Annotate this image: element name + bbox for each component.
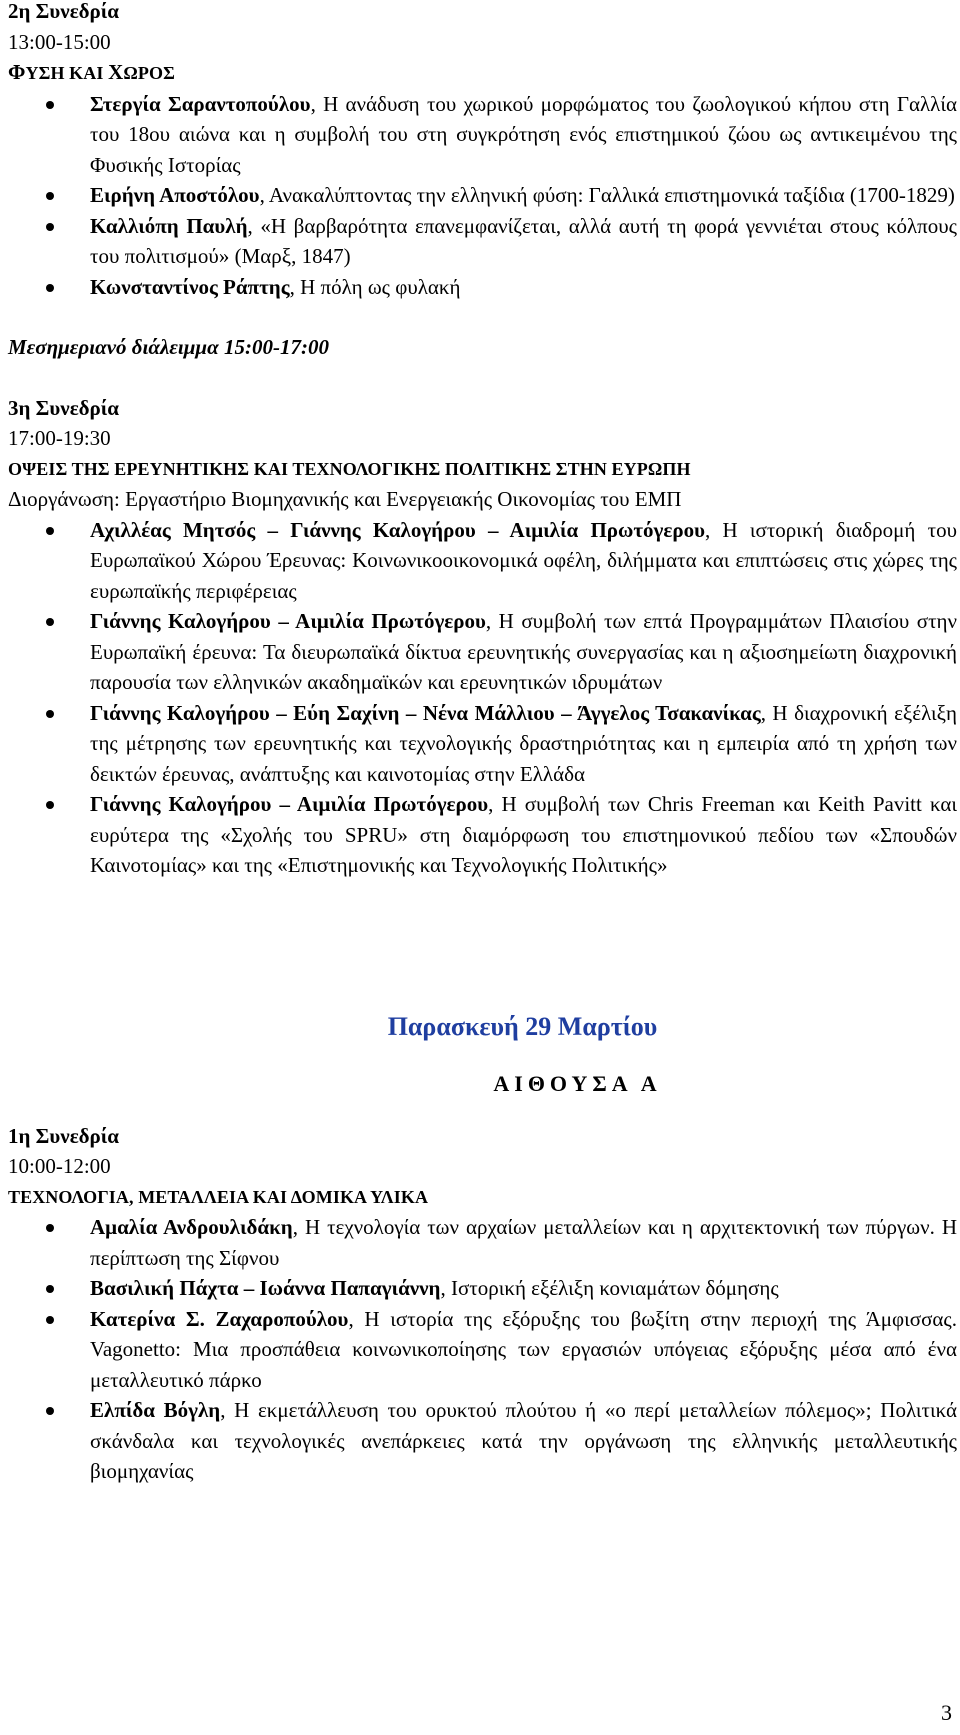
list-item: Κωνσταντίνος Ράπτης, Η πόλη ως φυλακή: [8, 272, 957, 303]
list-item: Κατερίνα Σ. Ζαχαροπούλου, Η ιστορία της εξόρυξης του βωξίτη στην περιοχή της Άμφισσας. Vagonetto: Μια προσπάθεια κοινωνικοποίησης των εργασιών υπόγειας εξόρυξης μέσα από ένα μεταλλευτικό πάρκο: [8, 1304, 957, 1396]
session-1-list: [8, 1212, 957, 1487]
session-3-theme: ΟΨΕΙΣ ΤΗΣ ΕΡΕΥΝΗΤΙΚΗΣ ΚΑΙ ΤΕΧΝΟΛΟΓΙΚΗΣ ΠΟΛΙΤΙΚΗΣ ΣΤΗΝ ΕΥΡΩΠΗ: [8, 458, 691, 479]
list-item: Ειρήνη Αποστόλου, Ανακαλύπτοντας την ελληνική φύση: Γαλλικά επιστημονικά ταξίδια (1700-1829): [8, 180, 957, 211]
session-2-title: 2η Συνεδρία: [8, 0, 120, 23]
lunch-break: Μεσημεριανό διάλειμμα 15:00-17:00: [8, 335, 329, 359]
page-number: 3: [941, 1700, 952, 1725]
session-2-list: [8, 89, 957, 303]
session-3-list: [8, 515, 957, 881]
document-page: [8, 0, 957, 1487]
session-3-organizer: Διοργάνωση: Εργαστήριο Βιομηχανικής και Ενεργειακής Οικονομίας του ΕΜΠ: [8, 487, 682, 511]
session-2-theme: ΦΥΣΗ ΚΑΙ ΧΩΡΟΣ: [8, 60, 175, 84]
session-2-time: 13:00-15:00: [8, 29, 111, 54]
list-item: Γιάννης Καλογήρου – Αιμιλία Πρωτόγερου, Η συμβολή των επτά Προγραμμάτων Πλαισίου στην Ευρωπαϊκή έρευνα: Τα διευρωπαϊκά δίκτυα ερευνητικής συνεργασίας και η αξιοσημείωτη διαχρονική παρουσία των ελληνικών ακαδημαϊκών και ερευνητικών ιδρυμάτων: [8, 606, 957, 698]
list-item: Βασιλική Πάχτα – Ιωάννα Παπαγιάννη, Ιστορική εξέλιξη κονιαμάτων δόμησης: [8, 1273, 957, 1304]
session-3-time: 17:00-19:30: [8, 426, 111, 450]
list-item: Στεργία Σαραντοπούλου, Η ανάδυση του χωρικού μορφώματος του ζωολογικού κήπου στη Γαλλία του 18ου αιώνα και η συμβολή του στη συγκρότηση ενός επιστημικού ζώου ως αντικειμένου της Φυσικής Ιστορίας: [8, 89, 957, 181]
list-item: Γιάννης Καλογήρου – Αιμιλία Πρωτόγερου, Η συμβολή των Chris Freeman και Keith Pavitt και ευρύτερα της «Σχολής του SPRU» στη διαμόρφωση του επιστημονικού πεδίου των «Σπουδών Καινοτομίας» και της «Επιστημονικής και Τεχνολογικής Πολιτικής»: [8, 789, 957, 881]
hall-heading: ΑΙΘΟΥΣΑ Α: [493, 1070, 662, 1096]
list-item: Ελπίδα Βόγλη, Η εκμετάλλευση του ορυκτού πλούτου ή «ο περί μεταλλείων πόλεμος»; Πολιτικά σκάνδαλα και τεχνολογικές ανεπάρκειες κατά την οργάνωση της ελληνικής μεταλλευτικής βιομηχανίας: [8, 1395, 957, 1487]
day-heading: Παρασκευή 29 Μαρτίου: [387, 1011, 658, 1041]
session-3-title: 3η Συνεδρία: [8, 395, 120, 420]
session-1-theme: ΤΕΧΝΟΛΟΓΙΑ, ΜΕΤΑΛΛΕΙΑ ΚΑΙ ΔΟΜΙΚΑ ΥΛΙΚΑ: [8, 1186, 429, 1207]
list-item: Γιάννης Καλογήρου – Εύη Σαχίνη – Νένα Μάλλιου – Άγγελος Τσακανίκας, Η διαχρονική εξέλιξη της μέτρησης των ερευνητικής και τεχνολογικής δραστηριότητας και η εμπειρία από τη χρήση των δεικτών έρευνας, ανάπτυξης και καινοτομίας στην Ελλάδα: [8, 698, 957, 790]
list-item: Καλλιόπη Παυλή, «Η βαρβαρότητα επανεμφανίζεται, αλλά αυτή τη φορά γεννιέται στους κόλπους του πολιτισμού» (Μαρξ, 1847): [8, 211, 957, 272]
list-item: Αχιλλέας Μητσός – Γιάννης Καλογήρου – Αιμιλία Πρωτόγερου, Η ιστορική διαδρομή του Ευρωπαϊκού Χώρου Έρευνας: Κοινωνικοοικονομικά οφέλη, διλήμματα και επιπτώσεις στις χώρες της ευρωπαϊκής περιφέρειας: [8, 515, 957, 607]
session-1-time: 10:00-12:00: [8, 1154, 111, 1178]
session-1-title: 1η Συνεδρία: [8, 1123, 120, 1148]
list-item: Αμαλία Ανδρουλιδάκη, Η τεχνολογία των αρχαίων μεταλλείων και η αρχιτεκτονική των πύργων. Η περίπτωση της Σίφνου: [8, 1212, 957, 1273]
